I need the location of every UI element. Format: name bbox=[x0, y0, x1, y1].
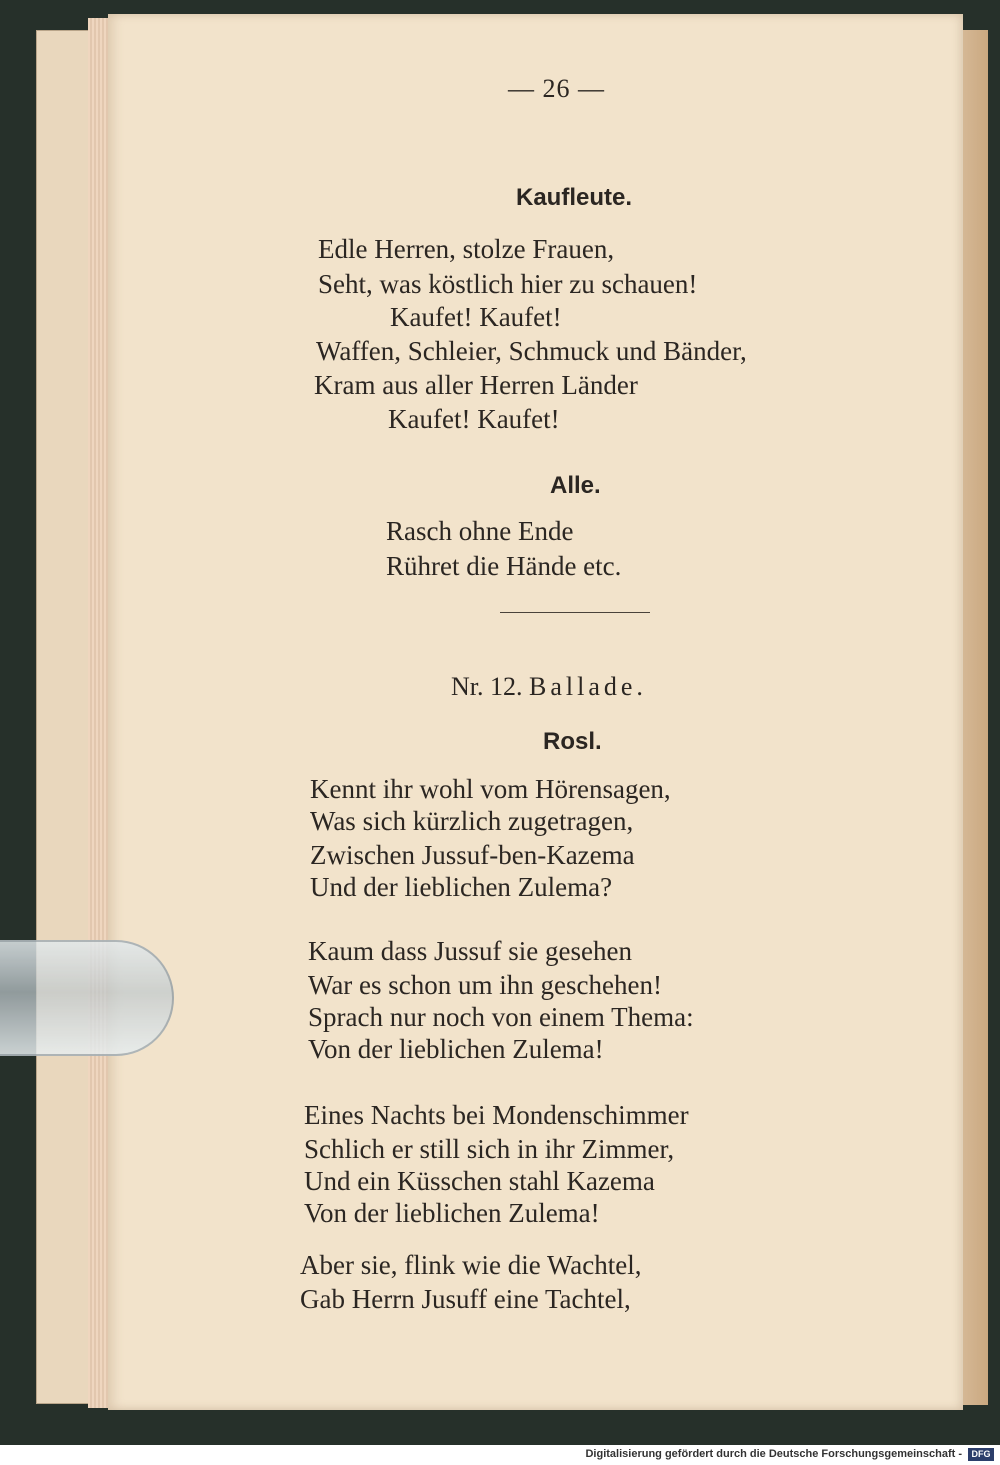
verse-line: Rühret die Hände etc. bbox=[386, 551, 622, 581]
verse-line: Gab Herrn Jusuff eine Tachtel, bbox=[300, 1284, 631, 1314]
book-page bbox=[108, 14, 963, 1410]
verse-line: Aber sie, flink wie die Wachtel, bbox=[300, 1250, 642, 1280]
verse-line: Von der lieblichen Zulema! bbox=[304, 1198, 600, 1228]
verse-line: Kaum dass Jussuf sie gesehen bbox=[308, 936, 632, 966]
footer-bar bbox=[0, 1445, 1000, 1465]
verse-line: Eines Nachts bei Mondenschimmer bbox=[304, 1100, 689, 1130]
verse-line: Kram aus aller Herren Länder bbox=[314, 370, 638, 400]
verse-line: Waffen, Schleier, Schmuck und Bänder, bbox=[316, 336, 747, 366]
verse-line: Was sich kürzlich zugetragen, bbox=[310, 806, 634, 836]
verse-line: Seht, was köstlich hier zu schauen! bbox=[318, 269, 698, 299]
page-holder-clip bbox=[0, 940, 174, 1056]
dfg-logo-icon: DFG bbox=[968, 1448, 994, 1461]
number-label: Nr. 12. bbox=[451, 672, 523, 701]
ballade-title: Ballade. bbox=[529, 672, 647, 701]
verse-line: Kennt ihr wohl vom Hörensagen, bbox=[310, 774, 671, 804]
footer-credit: Digitalisierung gefördert durch die Deutsche Forschungsgemeinschaft - bbox=[585, 1448, 962, 1460]
verse-line: Edle Herren, stolze Frauen, bbox=[318, 234, 615, 264]
verse-line: Rasch ohne Ende bbox=[386, 516, 574, 546]
verse-line: Kaufet! Kaufet! bbox=[388, 404, 560, 434]
page-number: — 26 — bbox=[508, 74, 605, 103]
verse-line: Zwischen Jussuf-ben-Kazema bbox=[310, 840, 635, 870]
section-divider bbox=[500, 612, 650, 613]
heading-kaufleute: Kaufleute. bbox=[516, 184, 633, 211]
verse-line: War es schon um ihn geschehen! bbox=[308, 970, 662, 1000]
verse-line: Kaufet! Kaufet! bbox=[390, 302, 562, 332]
heading-rosl: Rosl. bbox=[543, 728, 602, 755]
heading-alle: Alle. bbox=[550, 472, 601, 499]
number-title bbox=[451, 672, 647, 702]
verse-line: Und ein Küsschen stahl Kazema bbox=[304, 1166, 655, 1196]
verse-line: Und der lieblichen Zulema? bbox=[310, 872, 613, 902]
verse-line: Sprach nur noch von einem Thema: bbox=[308, 1002, 694, 1032]
verse-line: Von der lieblichen Zulema! bbox=[308, 1034, 604, 1064]
verse-line: Schlich er still sich in ihr Zimmer, bbox=[304, 1134, 675, 1164]
